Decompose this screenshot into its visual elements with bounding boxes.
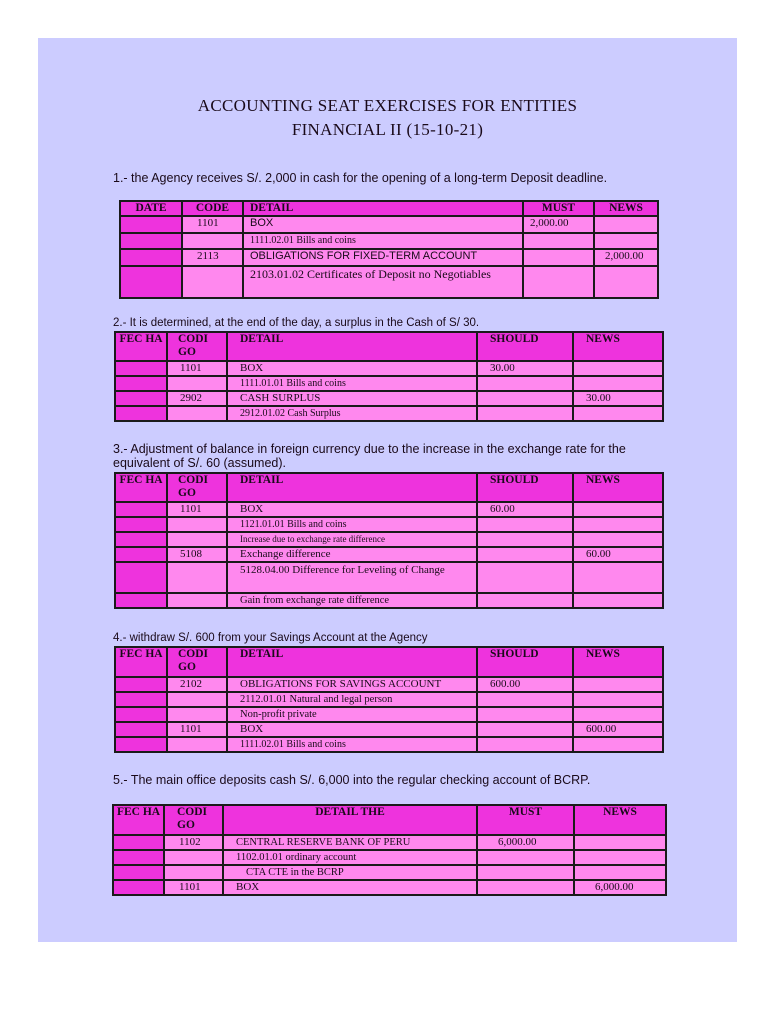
table-row: Non-profit private — [115, 707, 663, 722]
col-news: NEWS — [573, 332, 663, 361]
col-must: MUST — [523, 201, 594, 216]
table-row: 1101 BOX 600.00 — [115, 722, 663, 737]
col-code: CODI GO — [167, 647, 227, 677]
col-date: FEC HA — [113, 805, 164, 835]
document-title-line2: FINANCIAL II (15-10-21) — [291, 120, 484, 139]
exercise-5-table — [112, 804, 667, 896]
table-row: 2113 OBLIGATIONS FOR FIXED-TERM ACCOUNT 2,000.00 — [120, 249, 658, 266]
table-row: 1102 CENTRAL RESERVE BANK OF PERU 6,000.00 — [113, 835, 666, 850]
table-row: 1101 BOX 30.00 — [115, 361, 663, 376]
table-row: 1101 BOX 6,000.00 — [113, 880, 666, 895]
col-news: NEWS — [594, 201, 658, 216]
table-row: 2902 CASH SURPLUS 30.00 — [115, 391, 663, 406]
document-title-line1: ACCOUNTING SEAT EXERCISES FOR ENTITIES — [197, 96, 578, 115]
table-row: 1101 BOX 2,000.00 — [120, 216, 658, 233]
table-row: 1111.01.01 Bills and coins — [115, 376, 663, 391]
exercise-4-text: 4.- withdraw S/. 600 from your Savings Account at the Agency — [113, 632, 428, 644]
table-row: Increase due to exchange rate difference — [115, 532, 663, 547]
col-date: FEC HA — [115, 332, 167, 361]
col-code: CODI GO — [164, 805, 223, 835]
table-row: 5128.04.00 Difference for Leveling of Change — [115, 562, 663, 593]
col-date: FEC HA — [115, 647, 167, 677]
table-row: 2112.01.01 Natural and legal person — [115, 692, 663, 707]
col-date: DATE — [120, 201, 182, 216]
table-row: 2102 OBLIGATIONS FOR SAVINGS ACCOUNT 600.00 — [115, 677, 663, 692]
table-row: CTA CTE in the BCRP — [113, 865, 666, 880]
table-row: Gain from exchange rate difference — [115, 593, 663, 608]
exercise-5-text: 5.- The main office deposits cash S/. 6,000 into the regular checking account of BCRP. — [113, 773, 591, 787]
col-detail: DETAIL — [227, 332, 477, 361]
col-news: NEWS — [573, 473, 663, 502]
col-code: CODI GO — [167, 473, 227, 502]
col-should: SHOULD — [477, 473, 573, 502]
table-header-row — [115, 473, 663, 502]
table-row: 1102.01.01 ordinary account — [113, 850, 666, 865]
table-header-row — [120, 201, 658, 216]
table-header-row — [113, 805, 666, 835]
table-row: 2912.01.02 Cash Surplus — [115, 406, 663, 421]
table-row: 1121.01.01 Bills and coins — [115, 517, 663, 532]
exercise-3-table — [114, 472, 664, 609]
col-news: NEWS — [573, 647, 663, 677]
table-row: 1101 BOX 60.00 — [115, 502, 663, 517]
col-date: FEC HA — [115, 473, 167, 502]
table-header-row — [115, 647, 663, 677]
exercise-2-table — [114, 331, 664, 422]
exercise-3-text: 3.- Adjustment of balance in foreign currency due to the increase in the exchange rate for the equivalent of S/. 60 (assumed). — [113, 442, 626, 470]
col-news: NEWS — [574, 805, 666, 835]
col-should: SHOULD — [477, 647, 573, 677]
col-detail: DETAIL — [227, 647, 477, 677]
exercise-4-table — [114, 646, 664, 753]
col-should: SHOULD — [477, 332, 573, 361]
table-row: 1111.02.01 Bills and coins — [120, 233, 658, 249]
exercise-1-table — [119, 200, 659, 299]
exercise-1-text: 1.- the Agency receives S/. 2,000 in cash for the opening of a long-term Deposit deadline. — [113, 171, 608, 185]
col-code: CODI GO — [167, 332, 227, 361]
col-detail: DETAIL — [227, 473, 477, 502]
col-code: CODE — [182, 201, 243, 216]
col-detail: DETAIL THE — [223, 805, 477, 835]
table-row: 1111.02.01 Bills and coins — [115, 737, 663, 752]
table-row: 2103.01.02 Certificates of Deposit no Negotiables — [120, 266, 658, 298]
col-detail: DETAIL — [243, 201, 523, 216]
table-row: 5108 Exchange difference 60.00 — [115, 547, 663, 562]
table-header-row — [115, 332, 663, 361]
col-must: MUST — [477, 805, 574, 835]
exercise-2-text: 2.- It is determined, at the end of the day, a surplus in the Cash of S/ 30. — [113, 317, 480, 329]
